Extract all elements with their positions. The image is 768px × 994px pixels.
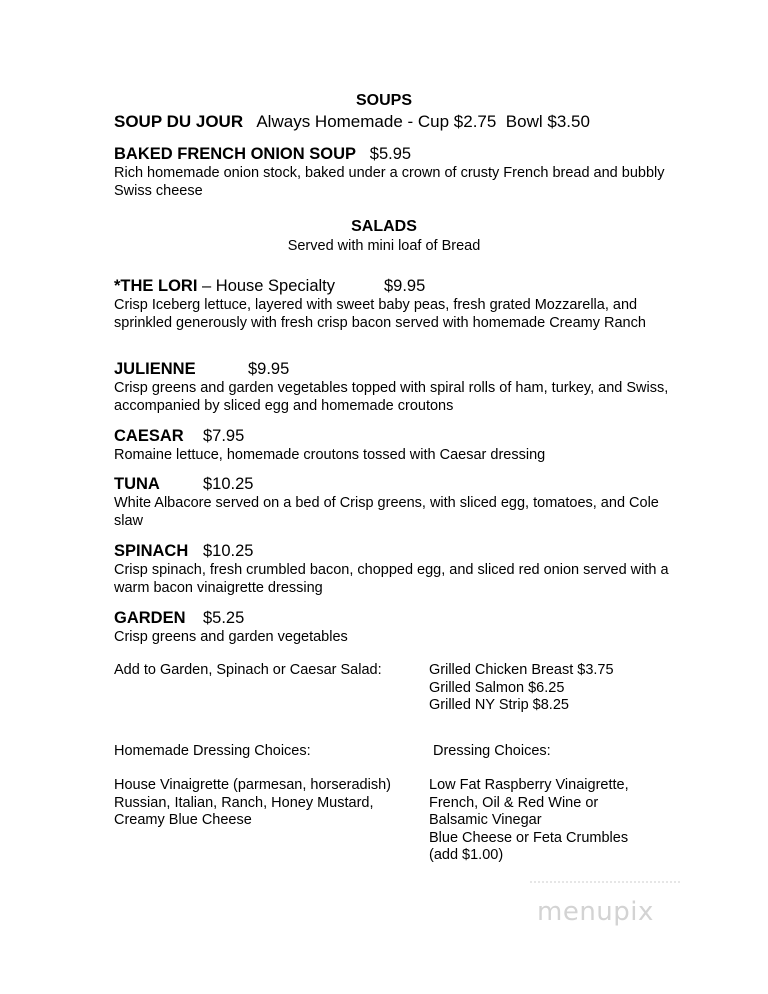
- salads-heading: SALADS: [351, 218, 417, 235]
- item-name: SPINACH: [114, 542, 189, 560]
- item-price: $9.95: [248, 360, 290, 378]
- tuna-salad: [114, 474, 674, 530]
- item-tag: – House Specialty: [202, 277, 336, 295]
- item-price: $9.95: [384, 277, 426, 295]
- french-onion-soup: [114, 144, 674, 200]
- soup-du-jour: [114, 112, 674, 132]
- dressing-choices-label: Dressing Choices:: [433, 743, 551, 759]
- item-price: $10.25: [203, 542, 254, 560]
- item-name: JULIENNE: [114, 360, 196, 378]
- item-description: Crisp greens and garden vegetables: [114, 629, 348, 645]
- dressing-line: French, Oil & Red Wine or: [429, 794, 599, 811]
- item-name: TUNA: [114, 475, 160, 493]
- item-description: Crisp greens and garden vegetables topped with spiral rolls of ham, turkey, and Swiss, accompanied by sliced egg and homemade croutons: [114, 380, 669, 414]
- dressing-line: Blue Cheese or Feta Crumbles: [429, 829, 629, 846]
- item-description: Romaine lettuce, homemade croutons tossed with Caesar dressing: [114, 447, 546, 463]
- dressing-line: Low Fat Raspberry Vinaigrette,: [429, 777, 629, 793]
- dressing-line: House Vinaigrette (parmesan, horseradish): [114, 777, 391, 793]
- item-description: Rich homemade onion stock, baked under a crown of crusty French bread and bubbly Swiss cheese: [114, 165, 665, 199]
- dressing-line: Balsamic Vinegar: [429, 812, 542, 828]
- soups-heading: SOUPS: [355, 92, 412, 109]
- addons-list: [429, 662, 614, 715]
- item-price: $10.25: [203, 475, 254, 493]
- item-name: CAESAR: [114, 427, 184, 445]
- homemade-dressing-list: [114, 777, 391, 830]
- the-lori-salad: [114, 276, 674, 332]
- addon-item: Grilled Chicken Breast $3.75: [429, 662, 614, 678]
- item-detail: Always Homemade - Cup $2.75 Bowl $3.50: [256, 112, 590, 131]
- item-name: *THE LORI: [114, 277, 198, 295]
- dressing-choices-list: [429, 777, 629, 865]
- addon-item: Grilled NY Strip $8.25: [429, 697, 569, 713]
- item-description: Crisp Iceberg lettuce, layered with sweet baby peas, fresh grated Mozzarella, and sprinkled generously with fresh crisp bacon served with homemade Creamy Ranch: [114, 297, 646, 331]
- item-description: Crisp spinach, fresh crumbled bacon, chopped egg, and sliced red onion served with a warm bacon vinaigrette dressing: [114, 562, 669, 596]
- item-name: SOUP DU JOUR: [114, 112, 244, 131]
- item-name: GARDEN: [114, 609, 186, 627]
- dressing-line: Creamy Blue Cheese: [114, 812, 252, 828]
- garden-salad: [114, 608, 674, 647]
- addons-label: Add to Garden, Spinach or Caesar Salad:: [114, 662, 382, 678]
- salads-subtitle: Served with mini loaf of Bread: [287, 238, 481, 254]
- spinach-salad: [114, 541, 674, 597]
- dressing-line: (add $1.00): [429, 847, 504, 863]
- dressing-line: Russian, Italian, Ranch, Honey Mustard,: [114, 794, 374, 811]
- addon-item: Grilled Salmon $6.25: [429, 679, 565, 696]
- item-price: $5.95: [369, 145, 412, 163]
- menupix-watermark: menupix: [537, 897, 654, 927]
- item-name: BAKED FRENCH ONION SOUP: [114, 145, 357, 163]
- caesar-salad: [114, 426, 674, 465]
- julienne-salad: [114, 359, 674, 415]
- homemade-dressing-label: Homemade Dressing Choices:: [114, 743, 311, 759]
- item-price: $7.95: [203, 427, 245, 445]
- watermark-dots: [530, 881, 680, 883]
- item-description: White Albacore served on a bed of Crisp greens, with sliced egg, tomatoes, and Cole slaw: [114, 495, 659, 529]
- item-price: $5.25: [203, 609, 245, 627]
